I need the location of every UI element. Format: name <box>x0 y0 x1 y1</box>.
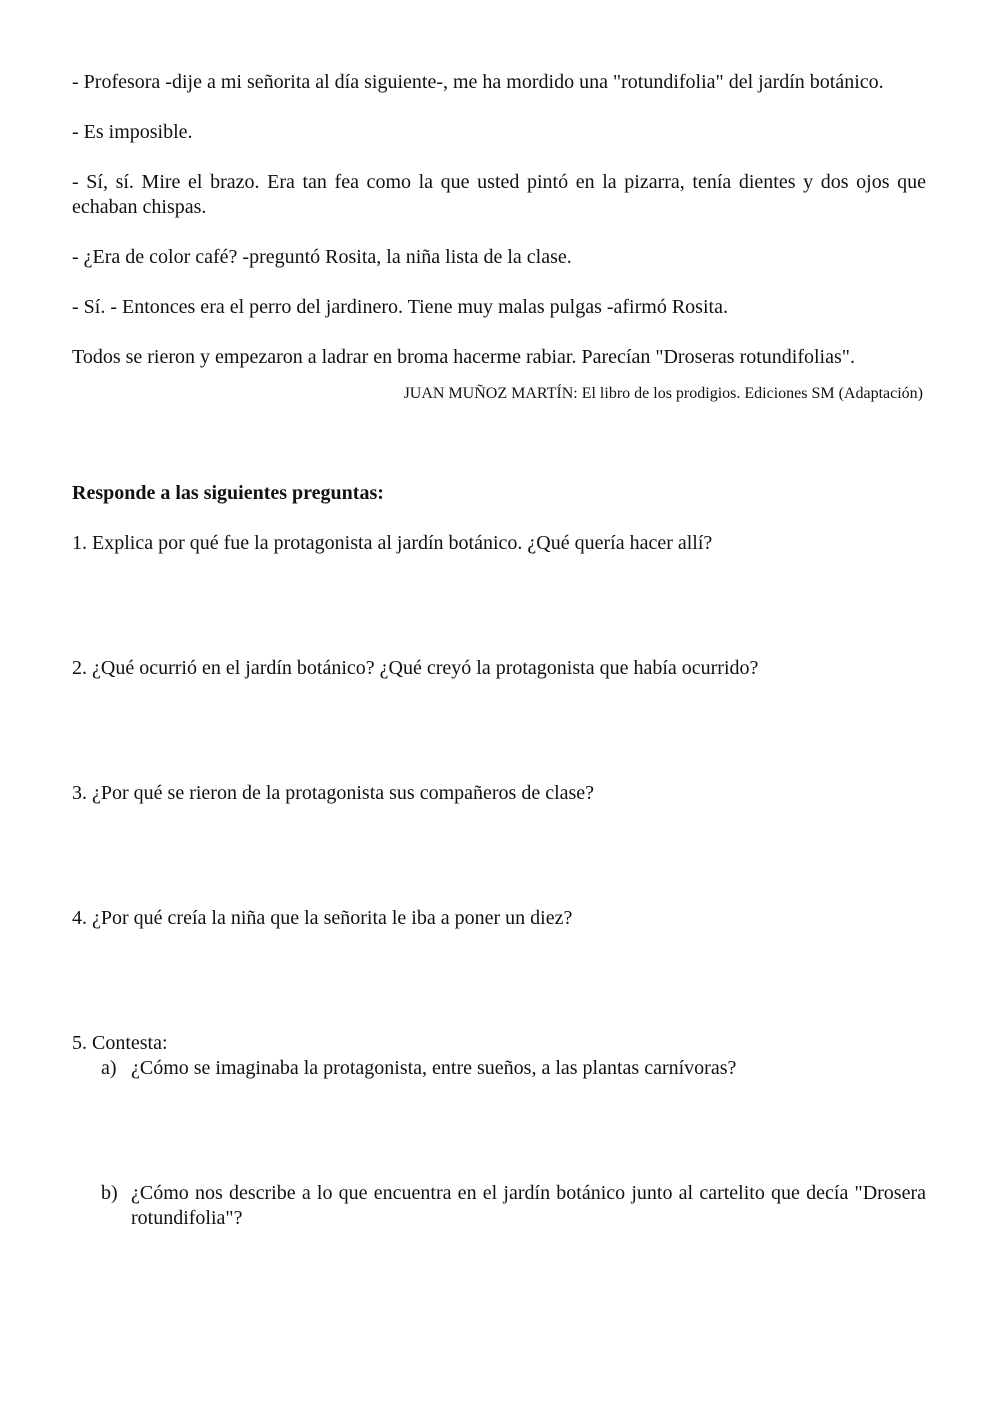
questions-heading: Responde a las siguientes preguntas: <box>72 482 384 504</box>
question-5b-text: ¿Cómo nos describe a lo que encuentra en el jardín botánico junto al cartelito que decía "Drosera rotundifolia"? <box>131 1182 926 1229</box>
question-5-title: 5. Contesta: <box>72 1032 168 1054</box>
story-paragraph-3: - Sí, sí. Mire el brazo. Era tan fea como la que usted pintó en la pizarra, tenía dientes y dos ojos que echaban chispas. <box>72 171 926 218</box>
question-5b-letter: b) <box>101 1182 118 1204</box>
question-4: 4. ¿Por qué creía la niña que la señorita le iba a poner un diez? <box>72 907 573 929</box>
question-5a <box>72 1056 926 1081</box>
question-2: 2. ¿Qué ocurrió en el jardín botánico? ¿Qué creyó la protagonista que había ocurrido? <box>72 657 759 679</box>
story-paragraph-2: - Es imposible. <box>72 121 193 143</box>
story-paragraph-4: - ¿Era de color café? -preguntó Rosita, la niña lista de la clase. <box>72 246 572 268</box>
question-3: 3. ¿Por qué se rieron de la protagonista sus compañeros de clase? <box>72 782 595 804</box>
story-paragraph-6: Todos se rieron y empezaron a ladrar en broma hacerme rabiar. Parecían "Droseras rotundifolias". <box>72 346 855 368</box>
document-page <box>72 70 926 1231</box>
question-5a-letter: a) <box>101 1057 117 1079</box>
question-1: 1. Explica por qué fue la protagonista al jardín botánico. ¿Qué quería hacer allí? <box>72 532 713 554</box>
story-paragraph-1: - Profesora -dije a mi señorita al día siguiente-, me ha mordido una "rotundifolia" del jardín botánico. <box>72 71 884 93</box>
question-5b <box>72 1181 926 1231</box>
source-credit: JUAN MUÑOZ MARTÍN: El libro de los prodigios. Ediciones SM (Adaptación) <box>403 385 923 402</box>
question-5a-text: ¿Cómo se imaginaba la protagonista, entre sueños, a las plantas carnívoras? <box>131 1057 737 1079</box>
story-paragraph-5: - Sí. - Entonces era el perro del jardinero. Tiene muy malas pulgas -afirmó Rosita. <box>72 296 728 318</box>
